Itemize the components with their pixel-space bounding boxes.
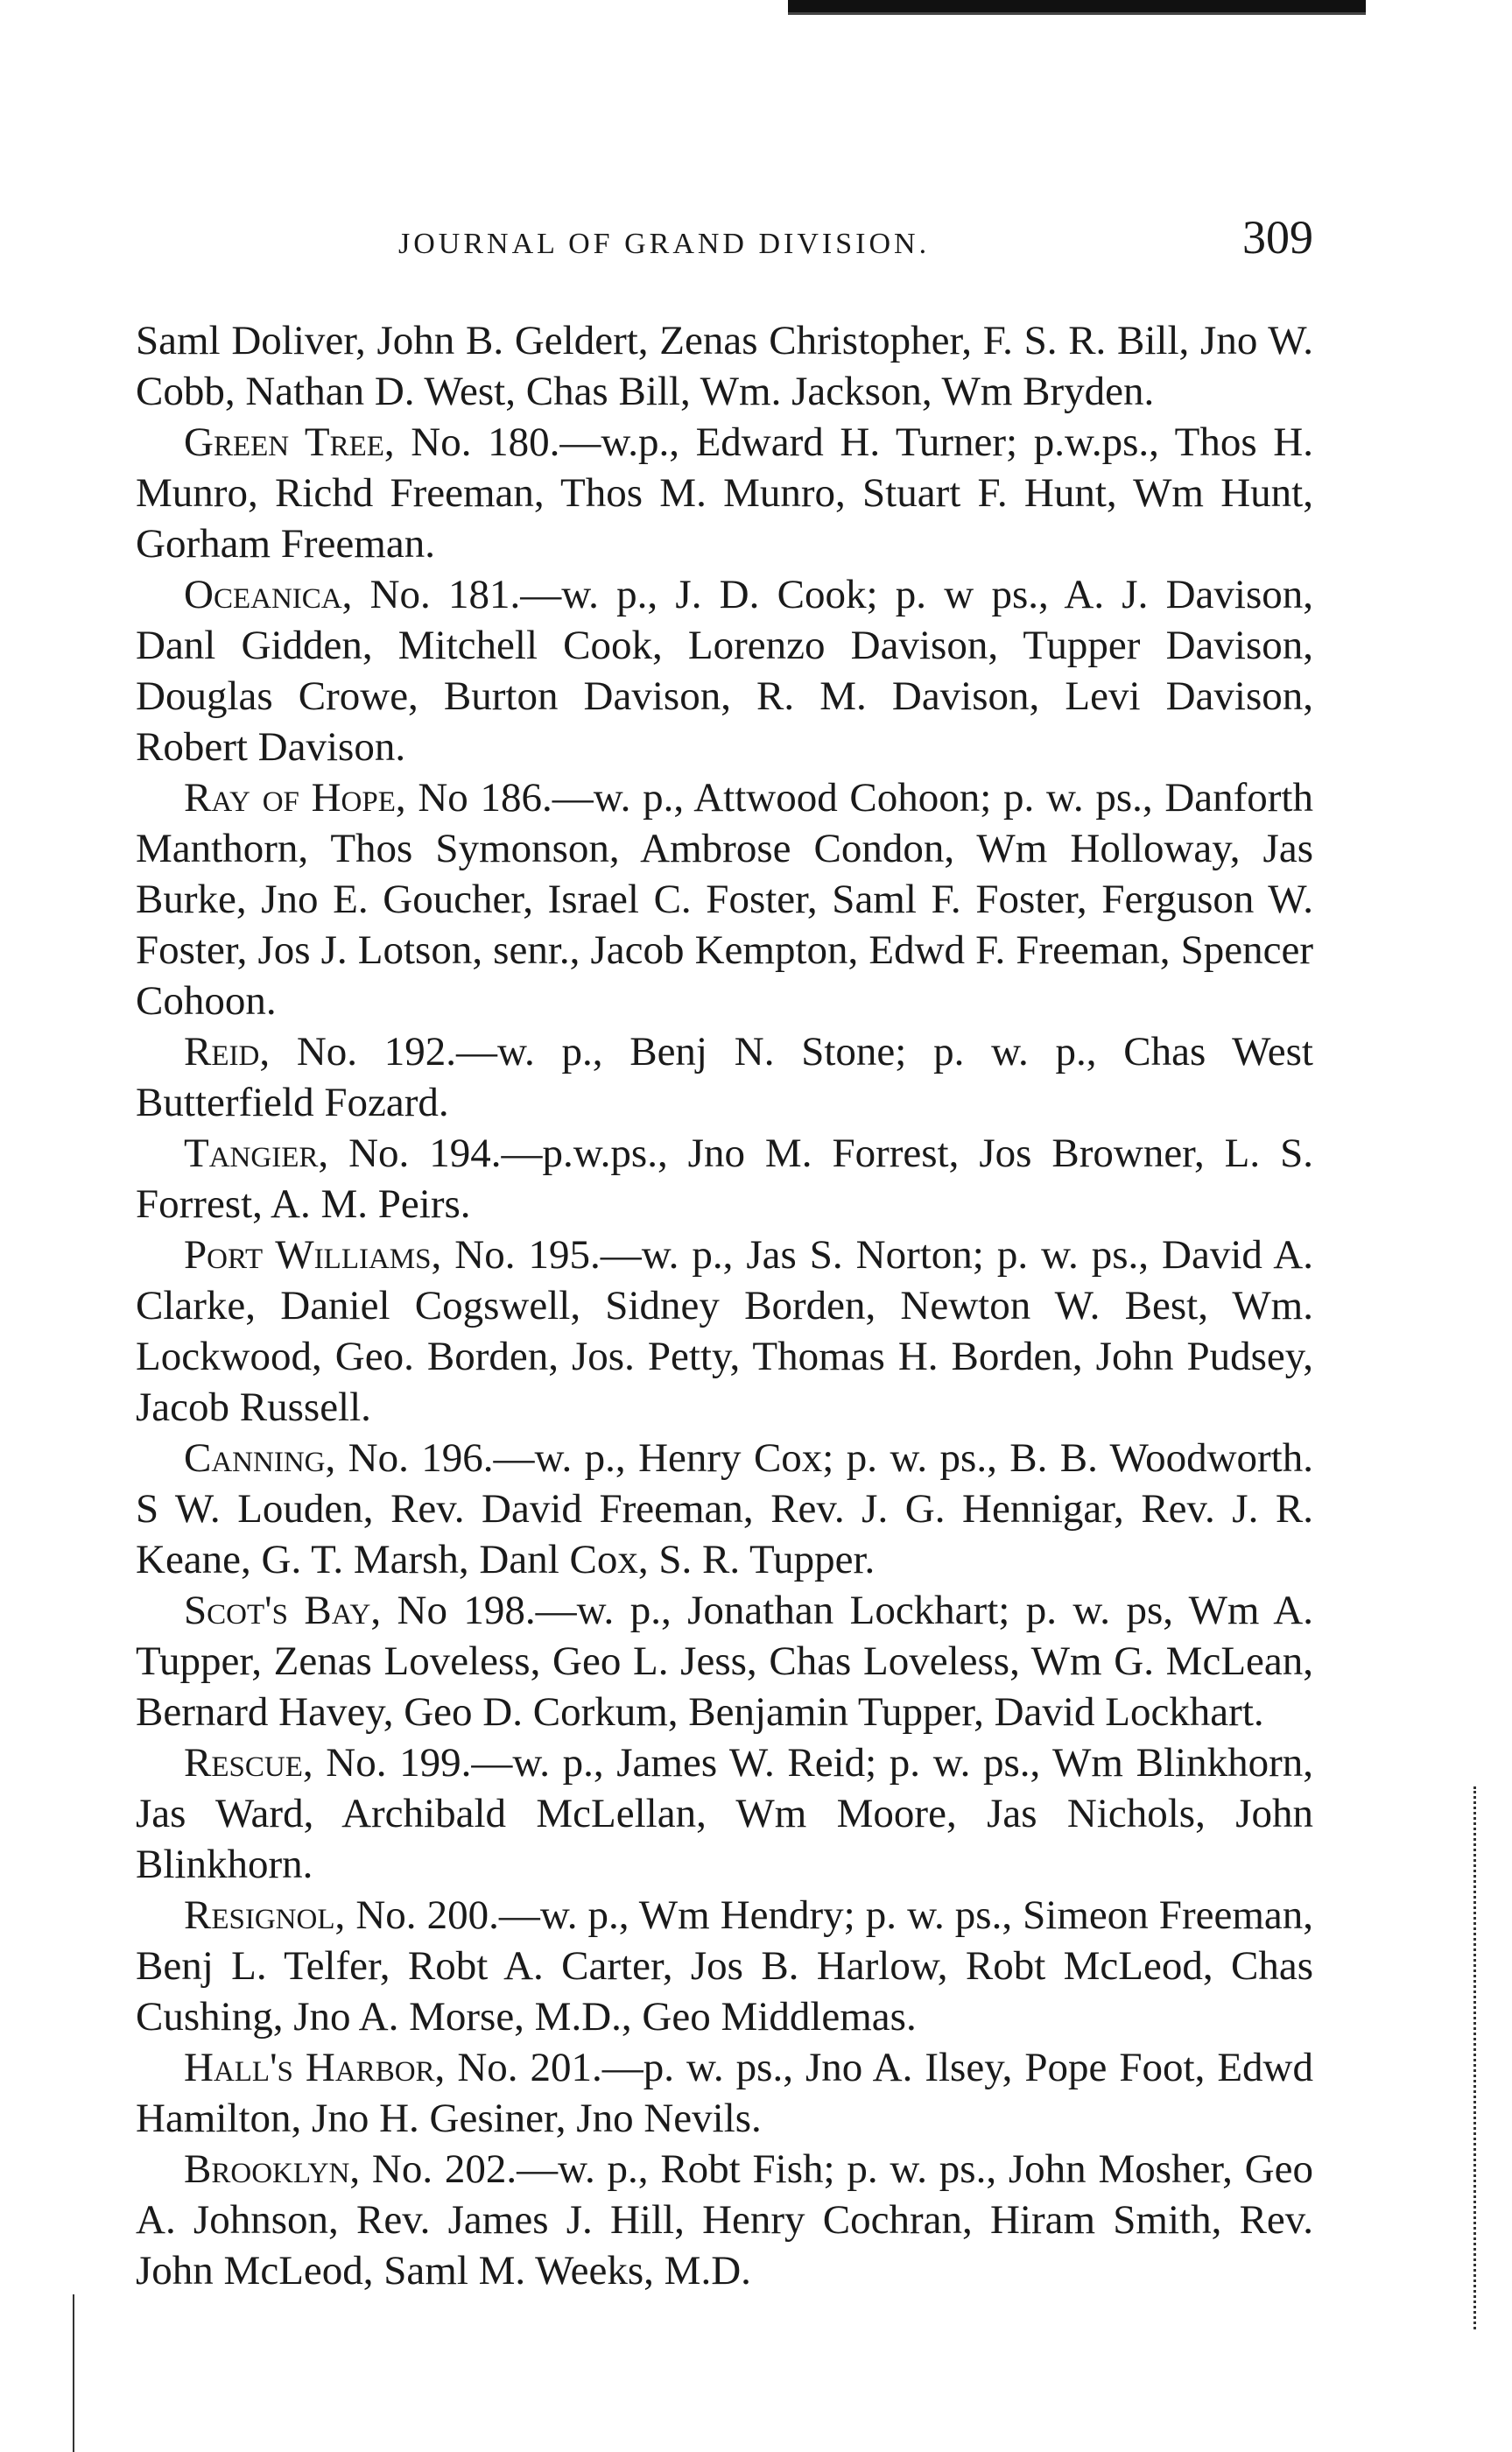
page <box>136 210 1313 2296</box>
entry-text: No. 200.—w. p., Wm Hendry; p. w. ps., Simeon Freeman, Benj L. Telfer, Robt A. Carter, Jos B. Harlow, Robt McLeod, Chas Cushing, Jno A. Morse, M.D., Geo Middlemas. <box>136 1892 1313 2040</box>
left-margin-rule <box>73 2294 74 2452</box>
entry-continued <box>136 315 1313 417</box>
lodge-name: Green Tree, <box>184 419 395 465</box>
entry-text: No. 201.—p. w. ps., Jno A. Ilsey, Pope Foot, Edwd Hamilton, Jno H. Gesiner, Jno Nevils. <box>136 2045 1313 2141</box>
entry-text: No. 202.—w. p., Robt Fish; p. w. ps., John Mosher, Geo A. Johnson, Rev. James J. Hill, Henry Cochran, Hiram Smith, Rev. John McLeod, Saml M. Weeks, M.D. <box>136 2146 1313 2293</box>
running-head <box>136 210 1313 280</box>
lodge-name: Ray of Hope, <box>184 775 406 821</box>
lodge-name: Scot's Bay, <box>184 1588 382 1633</box>
entry-port-williams <box>136 1230 1313 1433</box>
top-edge-rule-thin <box>788 12 1366 15</box>
entry-resignol <box>136 1890 1313 2042</box>
entry-oceanica <box>136 569 1313 772</box>
entry-text: No. 195.—w. p., Jas S. Norton; p. w. ps., David A. Clarke, Daniel Cogswell, Sidney Borden, Newton W. Best, Wm. Lockwood, Geo. Borden, Jos. Petty, Thomas H. Borden, John Pudsey, Jacob Russell. <box>136 1232 1313 1430</box>
page-number: 309 <box>1242 211 1313 264</box>
entry-halls-harbor <box>136 2042 1313 2144</box>
entry-tangier <box>136 1128 1313 1230</box>
entry-text: No 198.—w. p., Jonathan Lockhart; p. w. ps, Wm A. Tupper, Zenas Loveless, Geo L. Jess, Chas Loveless, Wm G. McLean, Bernard Havey, Geo D. Corkum, Benjamin Tupper, David Lockhart. <box>136 1588 1314 1735</box>
entry-text: No. 180.—w.p., Edward H. Turner; p.w.ps., Thos H. Munro, Richd Freeman, Thos M. Munro, Stuart F. Hunt, Wm Hunt, Gorham Freeman. <box>136 419 1313 567</box>
top-edge-rule <box>788 0 1366 12</box>
lodge-name: Port Williams, <box>184 1232 442 1278</box>
entry-rescue <box>136 1737 1313 1890</box>
body-text <box>136 315 1313 2296</box>
lodge-name: Oceanica, <box>184 572 353 617</box>
entry-scots-bay <box>136 1585 1313 1737</box>
lodge-name: Brooklyn, <box>184 2146 361 2192</box>
lodge-name: Rescue, <box>184 1740 313 1786</box>
lodge-name: Canning, <box>184 1435 336 1481</box>
entry-text: No. 192.—w. p., Benj N. Stone; p. w. p., Chas West Butterfield Fozard. <box>136 1029 1313 1125</box>
right-margin-dotted-mark <box>1473 1786 1483 2329</box>
lodge-name: Hall's Harbor, <box>184 2045 446 2090</box>
entry-text: No. 181.—w. p., J. D. Cook; p. w ps., A. J. Davison, Danl Gidden, Mitchell Cook, Lorenzo Davison, Tupper Davison, Douglas Crowe, Burton Davison, R. M. Davison, Levi Davison, Robert Davison. <box>136 572 1313 770</box>
entry-green-tree <box>136 417 1313 569</box>
entry-reid <box>136 1026 1313 1128</box>
lodge-name: Reid, <box>184 1029 271 1075</box>
lodge-name: Tangier, <box>184 1131 329 1176</box>
running-title: JOURNAL OF GRAND DIVISION. <box>398 228 931 260</box>
entry-text: No. 194.—p.w.ps., Jno M. Forrest, Jos Browner, L. S. Forrest, A. M. Peirs. <box>136 1131 1313 1227</box>
entry-canning <box>136 1433 1313 1585</box>
entry-text: Saml Doliver, John B. Geldert, Zenas Christopher, F. S. R. Bill, Jno W. Cobb, Nathan D. West, Chas Bill, Wm. Jackson, Wm Bryden. <box>136 318 1313 414</box>
entry-brooklyn <box>136 2144 1313 2296</box>
lodge-name: Resignol, <box>184 1892 346 1938</box>
entry-ray-of-hope <box>136 772 1313 1026</box>
entry-text: No. 196.—w. p., Henry Cox; p. w. ps., B. B. Woodworth. S W. Louden, Rev. David Freeman, Rev. J. G. Hennigar, Rev. J. R. Keane, G. T. Marsh, Danl Cox, S. R. Tupper. <box>136 1435 1313 1582</box>
entry-text: No 186.—w. p., Attwood Cohoon; p. w. ps., Danforth Manthorn, Thos Symonson, Ambrose Condon, Wm Holloway, Jas Burke, Jno E. Goucher, Israel C. Foster, Saml F. Foster, Ferguson W. Foster, Jos J. Lotson, senr., Jacob Kempton, Edwd F. Freeman, Spencer Cohoon. <box>136 775 1313 1024</box>
entry-text: No. 199.—w. p., James W. Reid; p. w. ps., Wm Blinkhorn, Jas Ward, Archibald McLellan, Wm Moore, Jas Nichols, John Blinkhorn. <box>136 1740 1313 1887</box>
